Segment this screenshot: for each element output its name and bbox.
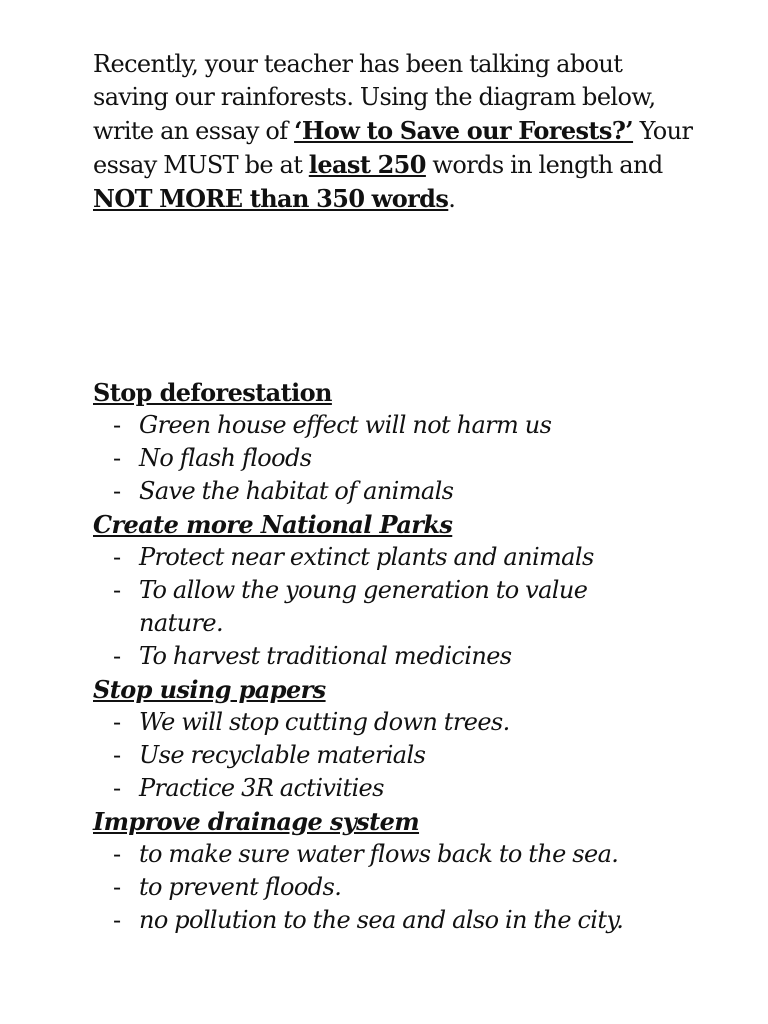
max-word-count: NOT MORE than 350 words — [93, 184, 449, 213]
list-item-text: To harvest traditional medicines — [139, 642, 512, 670]
intro-text-4: . — [448, 185, 456, 213]
list-item-text: No flash floods — [139, 444, 312, 472]
bullet-dash: - — [113, 906, 121, 934]
list-item — [93, 838, 733, 871]
list-item — [93, 871, 733, 904]
intro-text-3: words in length and — [425, 151, 663, 179]
intro-text-1: Recently, your teacher has been talking about saving our rainforests. Using the diagram below, write an essay of — [93, 50, 656, 145]
point-list — [93, 541, 733, 673]
point-list — [93, 409, 733, 508]
list-item — [93, 904, 733, 937]
list-item — [93, 475, 733, 508]
instructions-block — [93, 48, 693, 216]
bullet-dash: - — [113, 741, 121, 769]
bullet-dash: - — [113, 642, 121, 670]
point-list — [93, 838, 733, 937]
intro-paragraph — [93, 48, 693, 216]
bullet-dash: - — [113, 444, 121, 472]
list-item — [93, 442, 733, 475]
section-heading: Stop using papers — [93, 675, 326, 704]
intro-text-2: Your essay MUST be at — [93, 117, 693, 179]
list-item-text: no pollution to the sea and also in the city. — [139, 906, 624, 934]
bullet-dash: - — [113, 840, 121, 868]
bullet-dash: - — [113, 411, 121, 439]
bullet-dash: - — [113, 576, 121, 604]
essay-outline — [93, 376, 733, 937]
list-item-text: Protect near extinct plants and animals — [139, 543, 594, 571]
essay-title: ‘How to Save our Forests?’ — [294, 116, 634, 145]
bullet-dash: - — [113, 873, 121, 901]
bullet-dash: - — [113, 708, 121, 736]
list-item — [93, 574, 733, 640]
section-stop-using-papers — [93, 673, 733, 805]
list-item — [93, 772, 733, 805]
list-item — [93, 706, 733, 739]
section-national-parks — [93, 508, 733, 673]
section-stop-deforestation — [93, 376, 733, 508]
list-item — [93, 541, 733, 574]
list-item — [93, 739, 733, 772]
list-item-text: to make sure water flows back to the sea. — [139, 840, 619, 868]
list-item-text: We will stop cutting down trees. — [139, 708, 510, 736]
point-list — [93, 706, 733, 805]
section-drainage — [93, 805, 733, 937]
list-item-text: To allow the young generation to value nature. — [139, 576, 588, 637]
section-heading: Improve drainage system — [93, 807, 420, 836]
bullet-dash: - — [113, 774, 121, 802]
bullet-dash: - — [113, 477, 121, 505]
min-word-count: least 250 — [308, 150, 426, 179]
list-item-text: to prevent floods. — [139, 873, 342, 901]
bullet-dash: - — [113, 543, 121, 571]
list-item-text: Practice 3R activities — [139, 774, 384, 802]
list-item — [93, 409, 733, 442]
list-item-text: Green house effect will not harm us — [139, 411, 552, 439]
list-item-text: Save the habitat of animals — [139, 477, 454, 505]
list-item-text: Use recyclable materials — [139, 741, 426, 769]
section-heading: Create more National Parks — [93, 510, 453, 539]
section-heading: Stop deforestation — [93, 378, 332, 407]
list-item — [93, 640, 733, 673]
